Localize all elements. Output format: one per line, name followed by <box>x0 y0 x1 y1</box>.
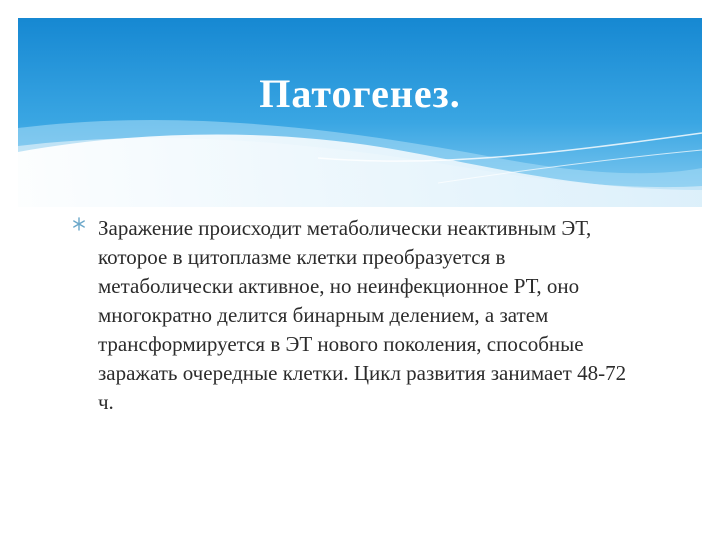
content-area <box>72 214 632 417</box>
header-banner <box>18 18 702 208</box>
bullet-item <box>72 214 632 417</box>
asterisk-bullet-icon <box>72 217 86 231</box>
slide-title: Патогенез. <box>259 71 461 116</box>
bullet-text: Заражение происходит метаболически неактивным ЭТ, которое в цитоплазме клетки преобразуется в метаболически активное, но неинфекционное РТ, оно многократно делится бинарным делением, а затем трансформируется в ЭТ нового поколения, способные заражать очередные клетки. Цикл развития занимает 48-72 ч. <box>98 216 627 414</box>
